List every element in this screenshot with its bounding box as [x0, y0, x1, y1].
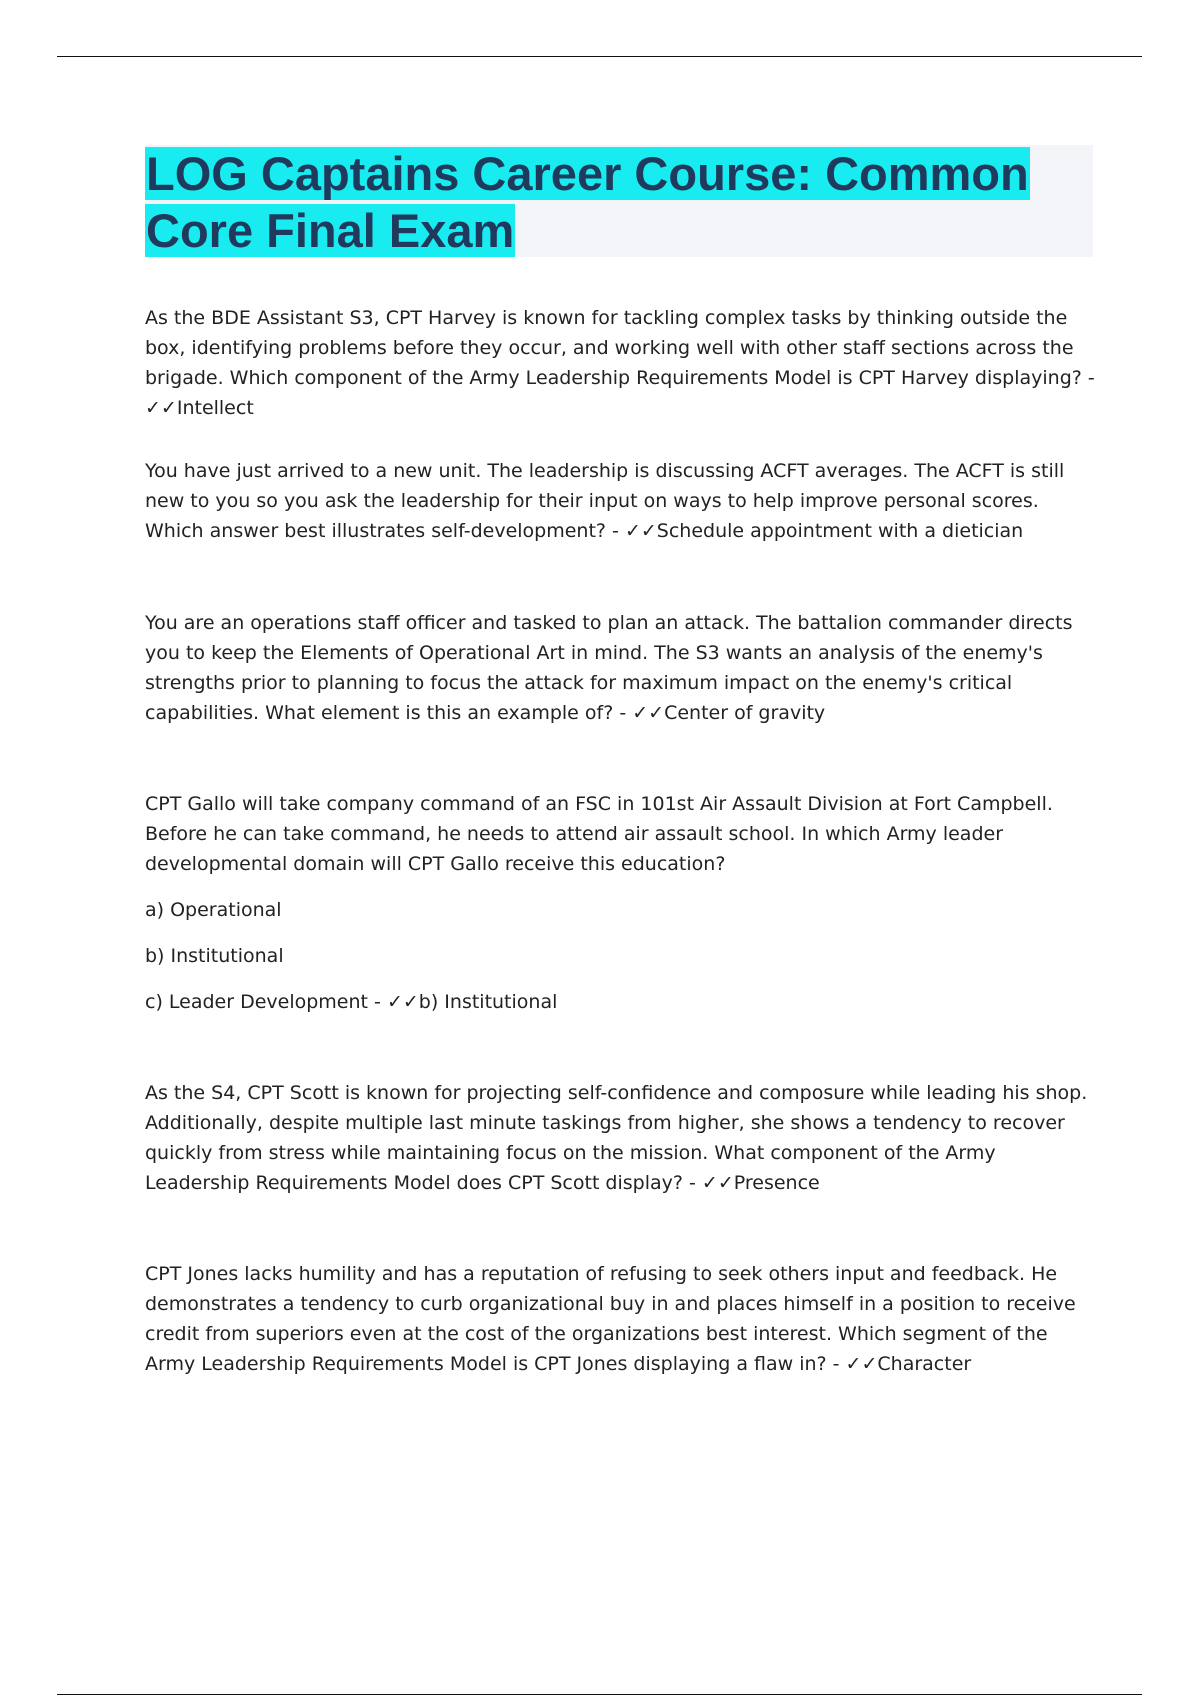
option-a: a) Operational	[145, 899, 282, 921]
question-text: CPT Jones lacks humility and has a reputation of refusing to seek others input and feedback. He demonstrates a tendency to curb organizational buy in and places himself in a position to receive credit from superiors even at the cost of the organizations best interest. Which segment of the Army Leadership Requirements Model is CPT Jones displaying a flaw in? - ✓✓Character	[145, 1263, 1076, 1375]
check-icon: ✓✓	[386, 991, 419, 1013]
question-text: As the BDE Assistant S3, CPT Harvey is known for tackling complex tasks by thinking outside the box, identifying problems before they occur, and working well with other staff sections across the brigade. Which component of the Army Leadership Requirements Model is CPT Harvey displaying? - ✓✓Intellect	[145, 307, 1095, 419]
qa-item-4	[145, 789, 1095, 1017]
top-rule	[57, 56, 1142, 57]
answer-text: Character	[877, 1353, 972, 1375]
answer-text: b) Institutional	[418, 991, 558, 1013]
answer-text: Presence	[733, 1172, 820, 1194]
question-text: As the S4, CPT Scott is known for projecting self-confidence and composure while leading his shop. Additionally, despite multiple last minute taskings from higher, she shows a tendency to recover quickly from stress while maintaining focus on the mission. What component of the Army Leadership Requirements Model does CPT Scott display? - ✓✓Presence	[145, 1082, 1088, 1194]
bottom-rule	[57, 1694, 1142, 1695]
qa-item-1	[145, 303, 1095, 423]
qa-item-3	[145, 608, 1095, 728]
question-text: You are an operations staff officer and tasked to plan an attack. The battalion commander directs you to keep the Elements of Operational Art in mind. The S3 wants an analysis of the enemy's strengths prior to planning to focus the attack for maximum impact on the enemy's critical capabilities. What element is this an example of? - ✓✓Center of gravity	[145, 612, 1073, 724]
question-text: You have just arrived to a new unit. The leadership is discussing ACFT averages. The ACFT is still new to you so you ask the leadership for their input on ways to help improve personal scores. Which answer best illustrates self-development? - ✓✓Schedule appointment with a dietician	[145, 460, 1065, 542]
option-b: b) Institutional	[145, 945, 284, 967]
title-banner	[145, 145, 1093, 257]
check-icon: ✓✓	[624, 520, 657, 542]
question-text: CPT Gallo will take company command of an FSC in 101st Air Assault Division at Fort Campbell. Before he can take command, he needs to attend air assault school. In which Army leader developmental domain will CPT Gallo receive this education?	[145, 793, 1053, 875]
page-title	[145, 145, 1075, 259]
answer-text: Center of gravity	[664, 702, 826, 724]
title-highlight: LOG Captains Career Course: Common Core Final Exam	[146, 147, 1029, 257]
check-icon: ✓✓	[701, 1172, 734, 1194]
check-icon: ✓✓	[845, 1353, 878, 1375]
qa-item-6	[145, 1259, 1095, 1379]
qa-item-2	[145, 456, 1095, 546]
check-icon: ✓✓	[145, 397, 177, 419]
qa-item-5	[145, 1078, 1095, 1198]
answer-text: Intellect	[176, 397, 254, 419]
check-icon: ✓✓	[632, 702, 665, 724]
option-c: c) Leader Development - ✓✓b) Institutional	[145, 991, 558, 1013]
answer-text: Schedule appointment with a dietician	[656, 520, 1024, 542]
